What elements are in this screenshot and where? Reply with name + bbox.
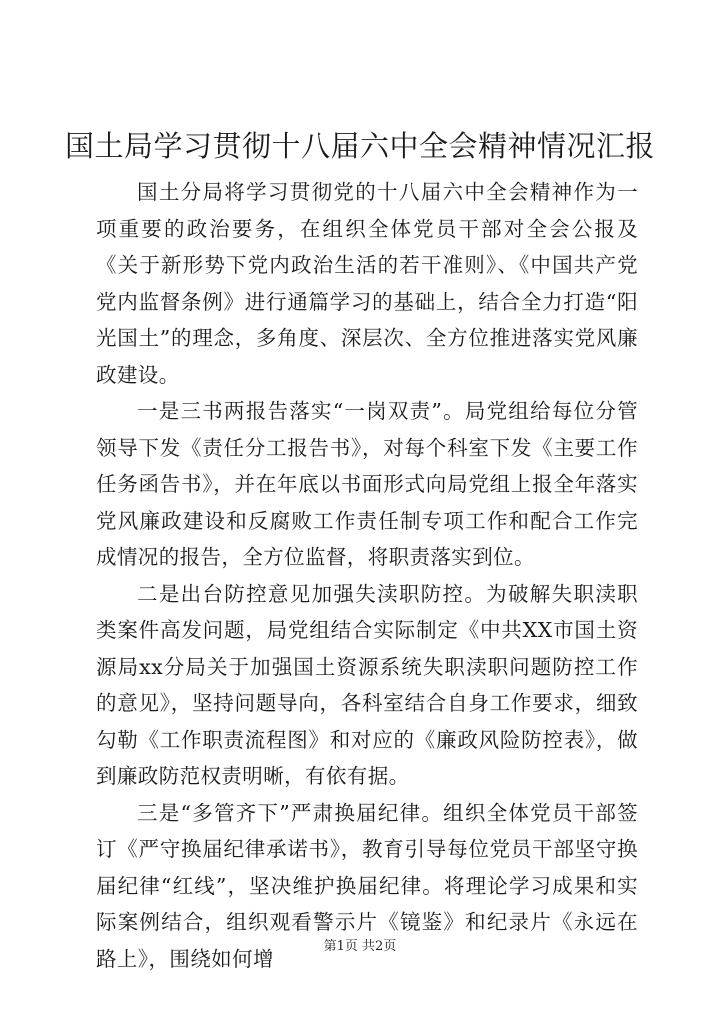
page-number-footer: 第1页 共2页 — [323, 939, 397, 954]
paragraph-point-2: 二是出台防控意见加强失渎职防控。为破解失职渎职类案件高发问题，局党组结合实际制定《中共XX市国土资源局xx分局关于加强国土资源系统失职渎职问题防控工作的意见》，坚持问题导向，各科室结合自身工作要求，细致勾勒《工作职责流程图》和对应的《廉政风险防控表》，做到廉政防范权责明晰，有依有据。 — [96, 581, 638, 788]
paragraph-intro: 国土分局将学习贯彻党的十八届六中全会精神作为一项重要的政治要务，在组织全体党员干部对全会公报及《关于新形势下党内政治生活的若干准则》、《中国共产党党内监督条例》进行通篇学习的基础上，结合全力打造“阳光国土”的理念，多角度、深层次、全方位推进落实党风廉政建设。 — [96, 180, 638, 387]
page-title: 国土局学习贯彻十八届六中全会精神情况汇报 — [64, 129, 655, 163]
paragraph-point-3: 三是“多管齐下”严肃换届纪律。组织全体党员干部签订《严守换届纪律承诺书》，教育引导每位党员干部坚守换届纪律“红线”，坚决维护换届纪律。将理论学习成果和实际案例结合，组织观看警示片《镜鉴》和纪录片《永远在路上》，围绕如何增 — [96, 800, 638, 971]
paragraph-point-1: 一是三书两报告落实“一岗双责”。局党组给每位分管领导下发《责任分工报告书》，对每个科室下发《主要工作任务函告书》，并在年底以书面形式向局党组上报全年落实党风廉政建设和反腐败工作责任制专项工作和配合工作完成情况的报告，全方位监督，将职责落实到位。 — [96, 399, 638, 569]
document-body — [96, 174, 638, 977]
